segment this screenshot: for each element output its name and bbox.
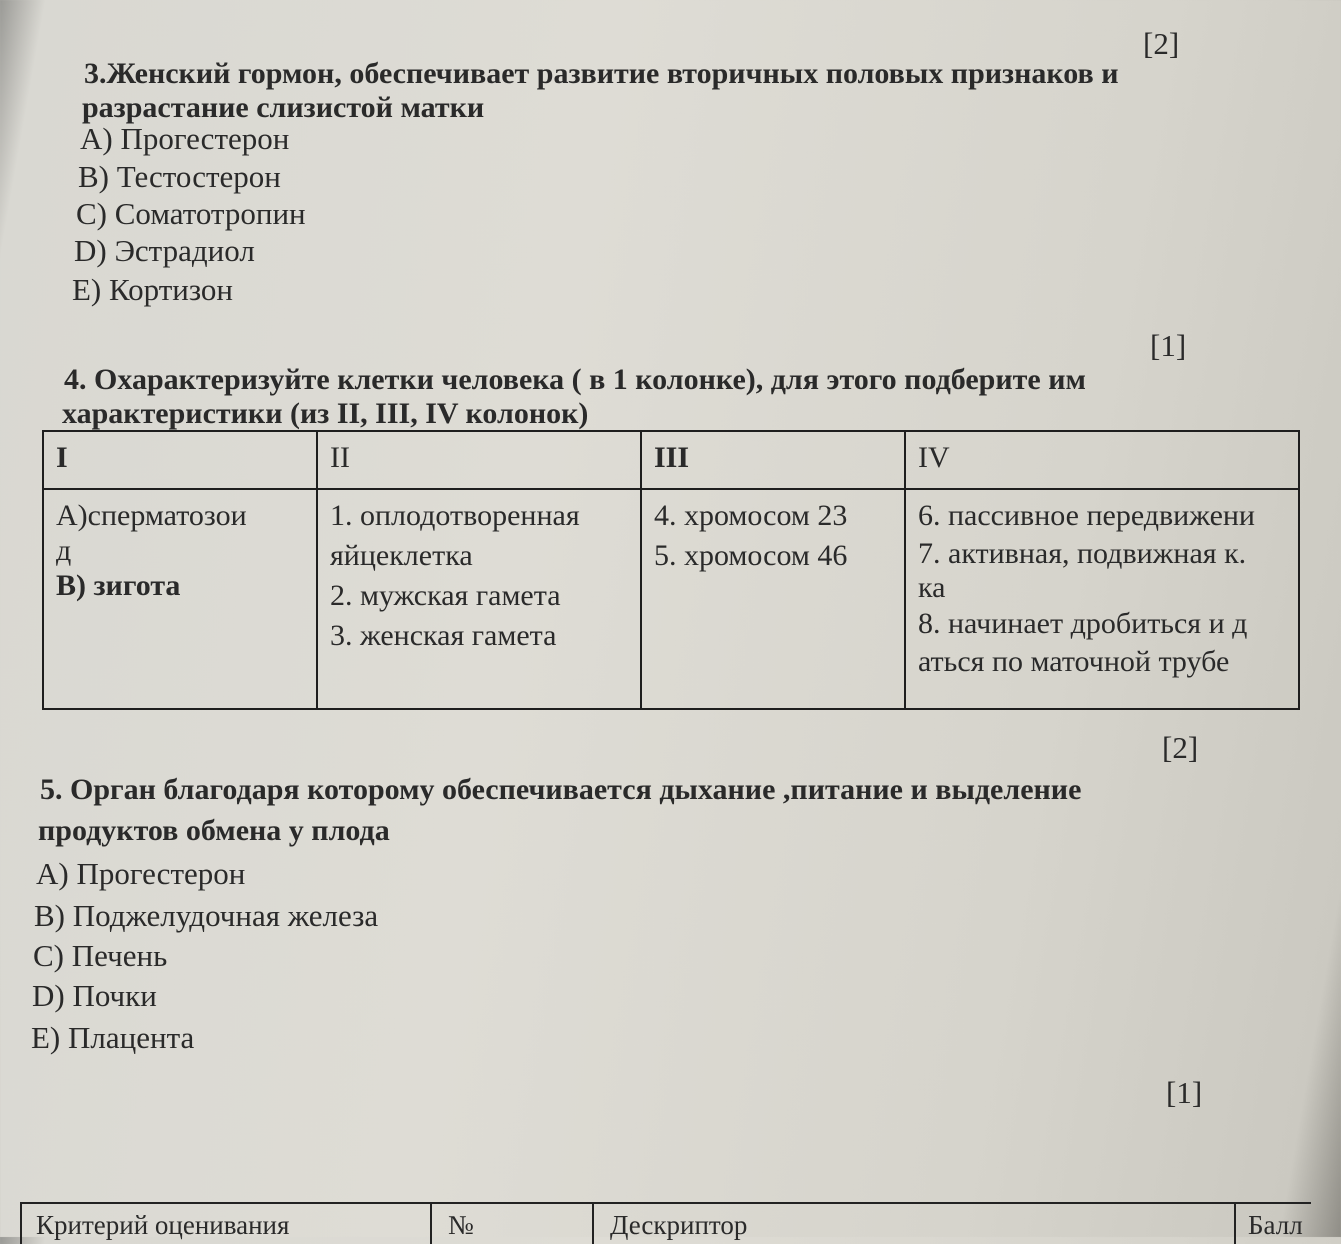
cell-text: 5. хромосом 46	[654, 539, 848, 572]
q4-mark: [2]	[1162, 730, 1199, 765]
number-header: №	[448, 1210, 474, 1240]
q4-stem-line1: 4. Охарактеризуйте клетки человека ( в 1 колонке), для этого подберите им	[64, 363, 1086, 396]
table-header-cell	[641, 431, 905, 489]
cell-text: 7. активная, подвижная к.	[918, 537, 1247, 570]
cell-text: А)сперматозои	[56, 499, 247, 532]
table-header-row	[43, 431, 1299, 489]
q5-mark: [1]	[1166, 1075, 1203, 1110]
q3-option-d: D) Эстрадиол	[74, 233, 255, 268]
header-col-1: I	[56, 441, 68, 474]
q3-mark: [1]	[1150, 328, 1187, 363]
table-divider	[430, 1204, 432, 1244]
table-row	[43, 489, 1299, 709]
q3-option-c: C) Соматотропин	[76, 196, 306, 231]
header-col-2: II	[330, 441, 350, 474]
table-header-cell	[905, 431, 1299, 489]
table-cell-col4	[905, 489, 1299, 709]
q3-top-mark: [2]	[1143, 26, 1180, 61]
cell-text: 6. пассивное передвижени	[918, 499, 1255, 532]
table-cell-col1	[43, 489, 317, 709]
cell-text: В) зигота	[56, 569, 181, 602]
table-divider	[1234, 1204, 1236, 1244]
assessment-criteria-table	[20, 1202, 1311, 1244]
q5-number: 5.	[40, 773, 63, 806]
q3-stem-line1: 3.Женский гормон, обеспечивает развитие вторичных половых признаков и	[84, 57, 1119, 90]
cell-text: ка	[918, 571, 946, 604]
q5-option-d: D) Почки	[32, 978, 157, 1013]
q5-option-b: B) Поджелудочная железа	[34, 898, 379, 933]
q5-option-c: C) Печень	[33, 938, 168, 973]
cell-text: яйцеклетка	[330, 539, 473, 572]
q3-stem-line2: разрастание слизистой матки	[82, 91, 485, 124]
header-col-3: III	[654, 441, 690, 474]
table-header-cell	[43, 431, 317, 489]
cell-text: 4. хромосом 23	[654, 499, 848, 532]
q5-option-a: A) Прогестерон	[36, 856, 246, 891]
cell-text: д	[56, 534, 72, 567]
cell-text: аться по маточной трубе	[918, 645, 1230, 678]
cell-text: 8. начинает дробиться и д	[918, 607, 1248, 640]
q3-option-b: B) Тестостерон	[78, 159, 281, 194]
q3-option-e: E) Кортизон	[72, 272, 234, 307]
q4-stem-line2: характеристики (из II, III, IV колонок)	[62, 397, 589, 430]
q5-stem-line1	[40, 772, 1081, 808]
descriptor-header: Дескриптор	[610, 1210, 748, 1240]
q5-stem-text: Орган благодаря которому обеспечивается дыхание ,питание и выделение	[62, 773, 1082, 806]
q3-option-a: A) Прогестерон	[80, 121, 290, 156]
table-divider	[20, 1204, 22, 1244]
table-header-cell	[317, 431, 641, 489]
cell-text: 3. женская гамета	[330, 619, 557, 652]
table-divider	[592, 1204, 594, 1244]
criteria-header: Критерий оценивания	[36, 1210, 290, 1240]
q5-stem-line2: продуктов обмена у плода	[38, 814, 390, 847]
score-header: Балл	[1248, 1210, 1303, 1240]
cell-text: 1. оплодотворенная	[330, 499, 580, 532]
table-cell-col3	[641, 489, 905, 709]
cell-text: 2. мужская гамета	[330, 579, 561, 612]
q5-option-e: E) Плацента	[31, 1020, 195, 1055]
q4-matching-table	[42, 430, 1300, 710]
header-col-4: IV	[918, 441, 950, 474]
table-cell-col2	[317, 489, 641, 709]
